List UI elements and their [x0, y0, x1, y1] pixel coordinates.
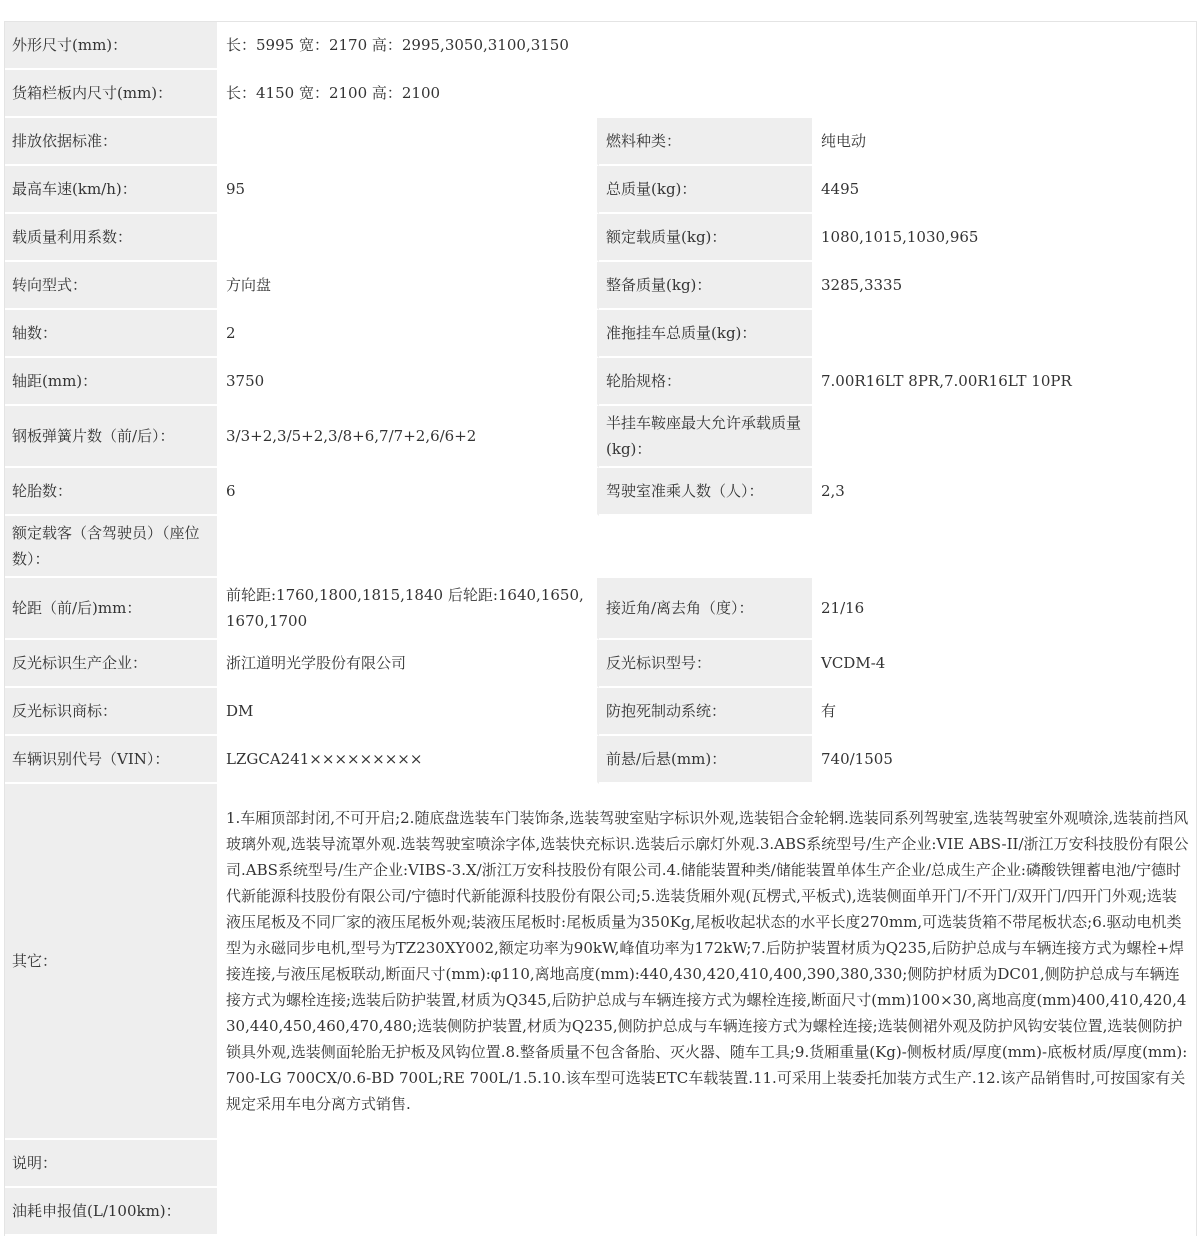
dimensions-label: 外形尺寸(mm)： — [5, 22, 219, 70]
passengers-value — [219, 516, 1196, 578]
note-label: 说明： — [5, 1140, 219, 1188]
curb-mass-label: 整备质量(kg)： — [599, 262, 814, 310]
trailer-mass-label: 准拖挂车总质量(kg)： — [599, 310, 814, 358]
tire-spec-value: 7.00R16LT 8PR,7.00R16LT 10PR — [814, 358, 1196, 406]
load-coeff-label: 载质量利用系数： — [5, 214, 219, 262]
vin-label: 车辆识别代号（VIN）： — [5, 736, 219, 784]
max-speed-value: 95 — [219, 166, 599, 214]
axles-value: 2 — [219, 310, 599, 358]
overhang-label: 前悬/后悬(mm)： — [599, 736, 814, 784]
tires-label: 轮胎数： — [5, 468, 219, 516]
cargo-box-value: 长：4150 宽：2100 高：2100 — [219, 70, 1196, 118]
steering-label: 转向型式： — [5, 262, 219, 310]
row-tires — [5, 468, 1196, 516]
reflector-mfr-label: 反光标识生产企业： — [5, 640, 219, 688]
row-max-speed — [5, 166, 1196, 214]
row-fuel — [5, 1188, 1196, 1236]
row-leaf-spring — [5, 406, 1196, 468]
reflector-mfr-value: 浙江道明光学股份有限公司 — [219, 640, 599, 688]
fuel-type-label: 燃料种类： — [599, 118, 814, 166]
row-track — [5, 578, 1196, 640]
reflector-brand-value: DM — [219, 688, 599, 736]
cargo-box-label: 货箱栏板内尺寸(mm)： — [5, 70, 219, 118]
reflector-model-label: 反光标识型号： — [599, 640, 814, 688]
leaf-spring-label: 钢板弹簧片数（前/后）： — [5, 406, 219, 468]
row-wheelbase — [5, 358, 1196, 406]
row-cargo-box — [5, 70, 1196, 118]
row-axles — [5, 310, 1196, 358]
abs-value: 有 — [814, 688, 1196, 736]
leaf-spring-value: 3/3+2,3/5+2,3/8+6,7/7+2,6/6+2 — [219, 406, 599, 468]
other-label: 其它： — [5, 784, 219, 1140]
cab-seats-label: 驾驶室准乘人数（人）： — [599, 468, 814, 516]
row-reflector-mfr — [5, 640, 1196, 688]
vin-value: LZGCA241××××××××× — [219, 736, 599, 784]
wheelbase-value: 3750 — [219, 358, 599, 406]
load-coeff-value — [219, 214, 599, 262]
dimensions-value: 长：5995 宽：2170 高：2995,3050,3100,3150 — [219, 22, 1196, 70]
row-vin — [5, 736, 1196, 784]
row-other — [5, 784, 1196, 1140]
vehicle-spec-table — [4, 21, 1197, 1236]
row-load-coeff — [5, 214, 1196, 262]
track-value: 前轮距:1760,1800,1815,1840 后轮距:1640,1650,1670,1700 — [219, 578, 599, 640]
track-label: 轮距（前/后)mm： — [5, 578, 219, 640]
emission-value — [219, 118, 599, 166]
row-note — [5, 1140, 1196, 1188]
saddle-load-value — [814, 406, 1196, 468]
tire-spec-label: 轮胎规格： — [599, 358, 814, 406]
row-steering — [5, 262, 1196, 310]
axles-label: 轴数： — [5, 310, 219, 358]
row-emission — [5, 118, 1196, 166]
fuel-value — [219, 1188, 1196, 1236]
fuel-label: 油耗申报值(L/100km)： — [5, 1188, 219, 1236]
angles-label: 接近角/离去角（度）： — [599, 578, 814, 640]
row-passengers — [5, 516, 1196, 578]
angles-value: 21/16 — [814, 578, 1196, 640]
reflector-model-value: VCDM-4 — [814, 640, 1196, 688]
abs-label: 防抱死制动系统： — [599, 688, 814, 736]
reflector-brand-label: 反光标识商标： — [5, 688, 219, 736]
note-value — [219, 1140, 1196, 1188]
rated-load-label: 额定载质量(kg)： — [599, 214, 814, 262]
saddle-load-label: 半挂车鞍座最大允许承载质量(kg)： — [599, 406, 814, 468]
row-reflector-brand — [5, 688, 1196, 736]
gross-mass-label: 总质量(kg)： — [599, 166, 814, 214]
rated-load-value: 1080,1015,1030,965 — [814, 214, 1196, 262]
wheelbase-label: 轴距(mm)： — [5, 358, 219, 406]
row-dimensions — [5, 22, 1196, 70]
trailer-mass-value — [814, 310, 1196, 358]
max-speed-label: 最高车速(km/h)： — [5, 166, 219, 214]
passengers-label: 额定载客（含驾驶员）（座位数）： — [5, 516, 219, 578]
emission-label: 排放依据标准： — [5, 118, 219, 166]
tires-value: 6 — [219, 468, 599, 516]
cab-seats-value: 2,3 — [814, 468, 1196, 516]
overhang-value: 740/1505 — [814, 736, 1196, 784]
fuel-type-value: 纯电动 — [814, 118, 1196, 166]
other-value: 1.车厢顶部封闭,不可开启;2.随底盘选装车门装饰条,选装驾驶室贴字标识外观,选装铝合金轮辋.选装同系列驾驶室,选装驾驶室外观喷涂,选装前挡风玻璃外观,选装导流罩外观.选装驾驶室喷涂字体,选装快充标识.选装后示廓灯外观.3.ABS系统型号/生产企业:VIE ABS-II/浙江万安科技股份有限公司.ABS系统型号/生产企业:VIBS-3.X/浙江万安科技股份有限公司.4.储能装置种类/储能装置单体生产企业/总成生产企业:磷酸铁锂蓄电池/宁德时代新能源科技股份有限公司/宁德时代新能源科技股份有限公司;5.选装货厢外观(瓦楞式,平板式),选装侧面单开门/不开门/双开门/四开门外观;选装液压尾板及不同厂家的液压尾板外观;装液压尾板时:尾板质量为350Kg,尾板收起状态的水平长度270mm,可选装货箱不带尾板状态;6.驱动电机类型为永磁同步电机,型号为TZ230XY002,额定功率为90kW,峰值功率为172kW;7.后防护装置材质为Q235,后防护总成与车辆连接方式为螺栓+焊接连接,与液压尾板联动,断面尺寸(mm):φ110,离地高度(mm):440,430,420,410,400,390,380,330;侧防护材质为DC01,侧防护总成与车辆连接方式为螺栓连接;选装后防护装置,材质为Q345,后防护总成与车辆连接方式为螺栓连接,断面尺寸(mm)100×30,离地高度(mm)400,410,420,430,440,450,460,470,480;选装侧防护装置,材质为Q235,侧防护总成与车辆连接方式为螺栓连接;选装侧裙外观及防护风钩安装位置,选装侧防护锁具外观,选装侧面轮胎无护板及风钩位置.8.整备质量不包含备胎、灭火器、随车工具;9.货厢重量(Kg)-侧板材质/厚度(mm)-底板材质/厚度(mm):700-LG 700CX/0.6-BD 700L;RE 700L/1.5.10.该车型可选装ETC车载装置.11.可采用上装委托加装方式生产.12.该产品销售时,可按国家有关规定采用车电分离方式销售. — [219, 784, 1196, 1140]
curb-mass-value: 3285,3335 — [814, 262, 1196, 310]
steering-value: 方向盘 — [219, 262, 599, 310]
gross-mass-value: 4495 — [814, 166, 1196, 214]
